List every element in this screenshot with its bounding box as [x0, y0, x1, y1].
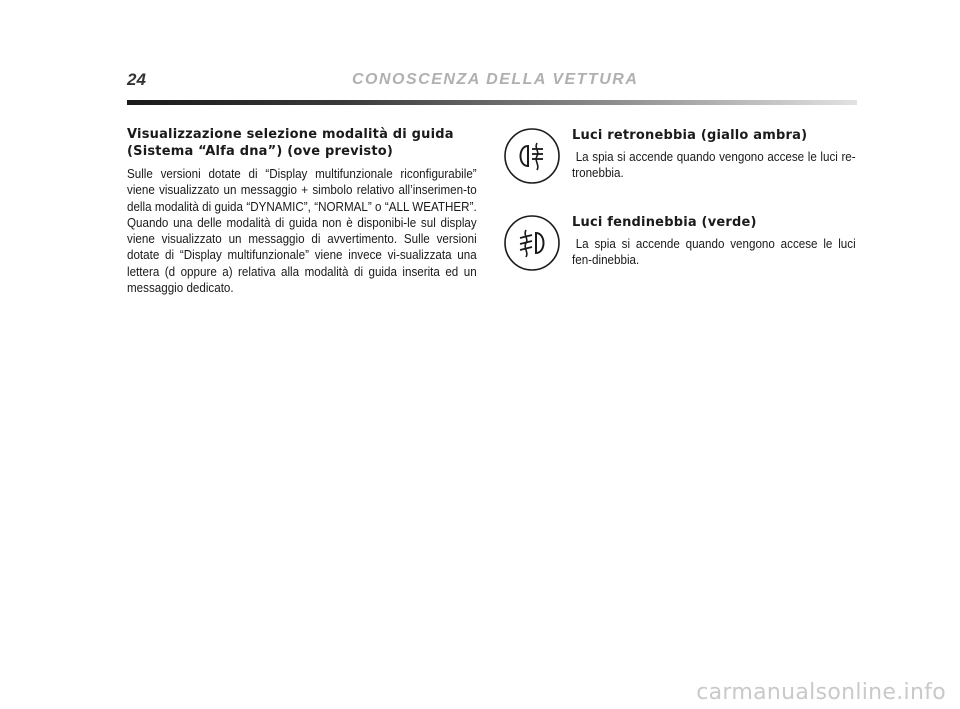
drive-mode-heading [127, 126, 477, 160]
watermark: carmanualsonline.info [696, 680, 946, 705]
rear-fog-body: La spia si accende quando vengono accese le luci re-tronebbia. [572, 150, 856, 181]
front-fog-heading: Luci fendinebbia (verde) [572, 215, 757, 230]
drive-mode-section [127, 126, 477, 296]
header-rule [127, 100, 857, 105]
front-fog-body: La spia si accende quando vengono accese le luci fen-dinebbia. [572, 237, 856, 268]
running-title: CONOSCENZA DELLA VETTURA [352, 71, 639, 88]
drive-mode-heading-line2: (Sistema “Alfa dna”) (ove previsto) [127, 144, 394, 159]
page-number: 24 [127, 70, 146, 89]
drive-mode-body: Sulle versioni dotate di “Display multifunzionale riconfigurabile” viene visualizzato un messaggio + simbolo relativo all’inserimen-to della modalità di guida “DYNAMIC”, “NORMAL” o “ALL WEATHER”. Quando una delle modalità di guida non è disponibi-le sul display viene visualizzato un messaggio di avvertimento. Sulle versioni dotate di “Display multifunzionale” viene invece vi-sualizzata una lettera (d oppure a) relativa alla modalità di guida inserita ed un messaggio dedicato. [127, 167, 477, 296]
rear-fog-heading: Luci retronebbia (giallo ambra) [572, 128, 808, 143]
rear-fog-light-icon [503, 127, 561, 185]
front-fog-light-icon [503, 214, 561, 272]
drive-mode-heading-line1: Visualizzazione selezione modalità di guida [127, 127, 454, 142]
